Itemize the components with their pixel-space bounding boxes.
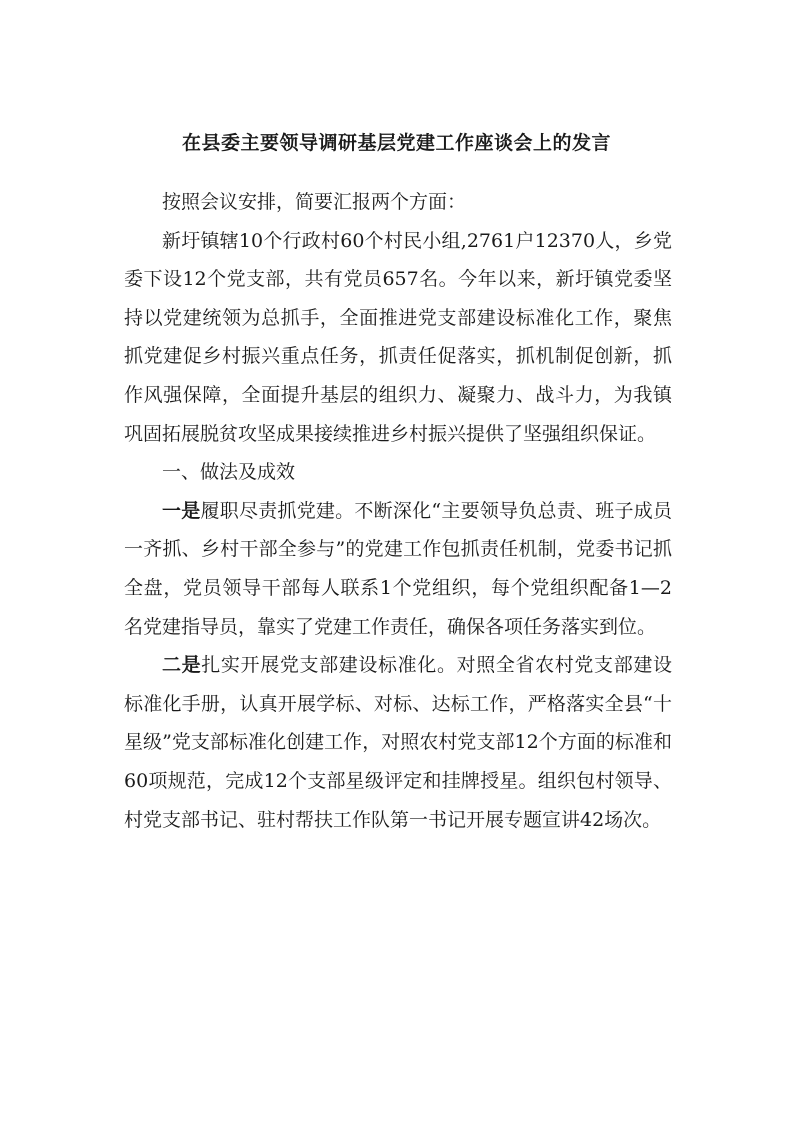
document-title: 在县委主要领导调研基层党建工作座谈会上的发言 — [181, 132, 611, 154]
point-2-text: 扎实开展党支部建设标准化。对照全省农村党支部建设标准化手册，认真开展学标、对标、达标工作，严格落实全县“十星级”党支部标准化创建工作，对照农村党支部12个方面的标准和60项规范，完成12个支部星级评定和挂牌授星。组织包村领导、村党支部书记、驻村帮扶工作队第一书记开展专题宣讲42场次。 — [124, 654, 672, 831]
point-1-text: 履职尽责抓党建。不断深化“主要领导负总责、班子成员一齐抓、乡村干部全参与”的党建工作包抓责任机制，党委书记抓全盘，党员领导干部每人联系1个党组织，每个党组织配备1—2名党建指导员，靠实了党建工作责任，确保各项任务落实到位。 — [124, 499, 672, 638]
point-2-lead: 二是 — [162, 654, 202, 677]
intro-paragraph: 按照会议安排，简要汇报两个方面： — [162, 191, 467, 213]
overview-paragraph: 新圩镇辖10个行政村60个村民小组,2761户12370人，乡党委下设12个党支部，共有党员657名。今年以来，新圩镇党委坚持以党建统领为总抓手，全面推进党支部建设标准化工作，聚焦抓党建促乡村振兴重点任务，抓责任促落实，抓机制促创新，抓作风强保障，全面提升基层的组织力、凝聚力、战斗力，为我镇巩固拓展脱贫攻坚成果接续推进乡村振兴提供了坚强组织保证。 — [124, 229, 672, 445]
section-heading: 一、做法及成效 — [162, 461, 296, 484]
point-1-lead: 一是 — [162, 499, 201, 522]
point-paragraph-2 — [124, 646, 672, 839]
document-body — [124, 183, 672, 839]
point-paragraph-1 — [124, 492, 672, 646]
